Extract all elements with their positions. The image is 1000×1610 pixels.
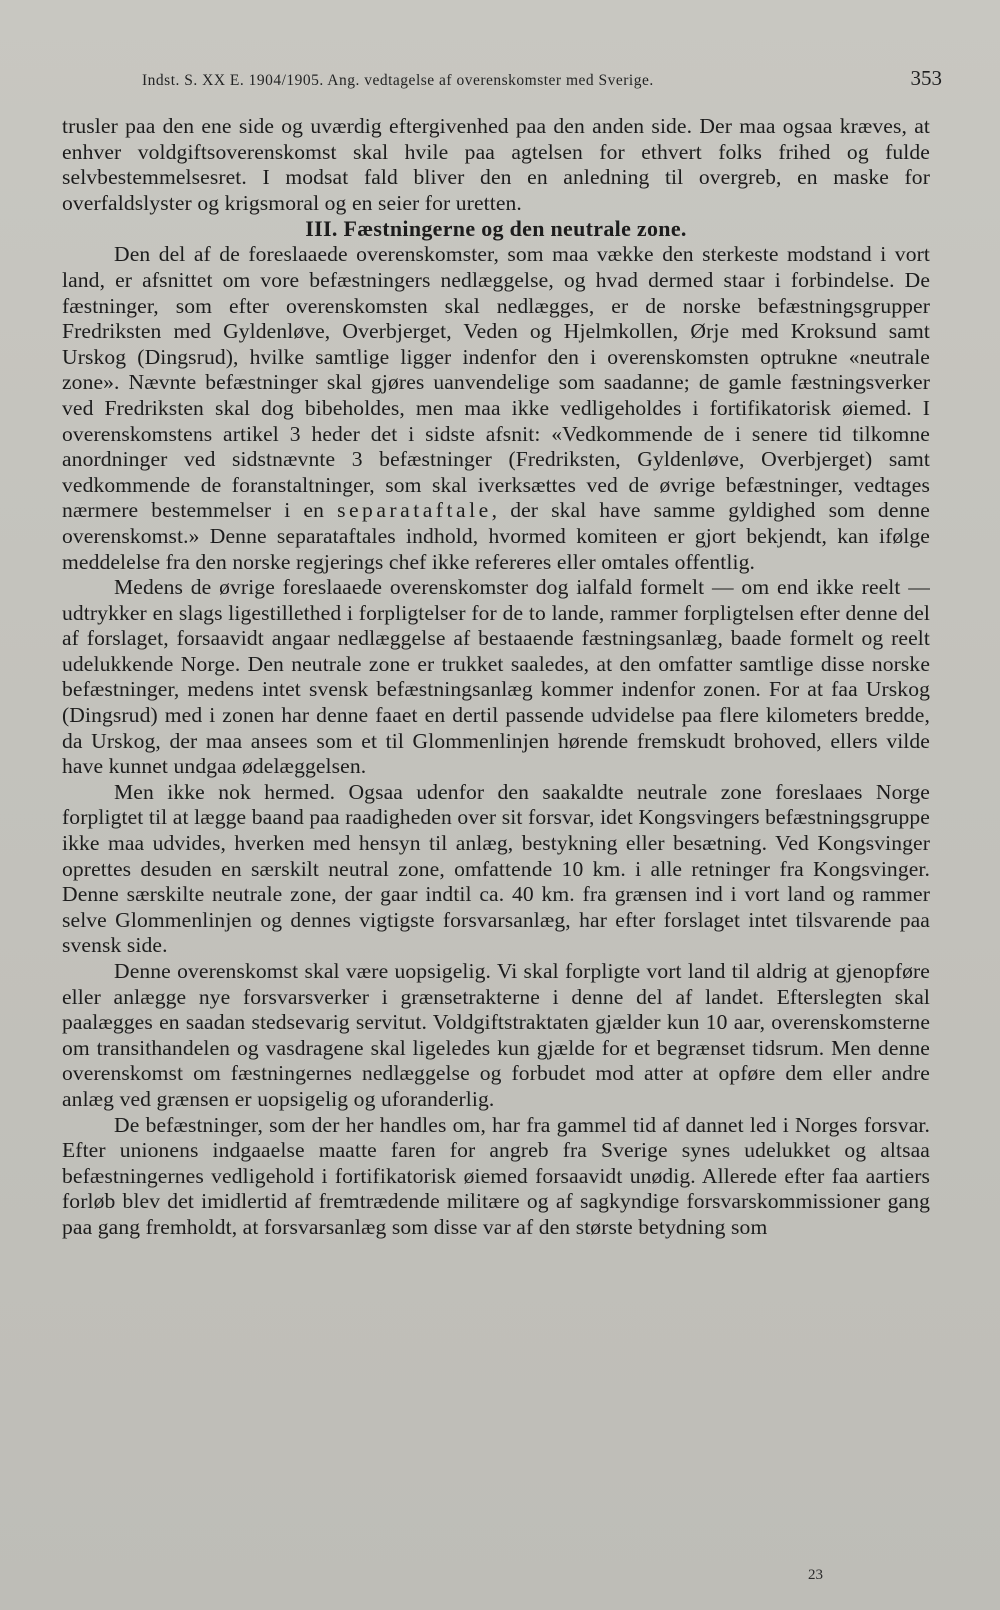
- paragraph-2-text-a: Den del af de foreslaaede overenskomster, som maa vække den sterkeste modstand i vort land, er afsnittet om vore befæstningers nedlæggelse, og hvad dermed staar i forbindelse. De fæstninger, som efter overenskomsten skal nedlægges, er de norske befæstningsgrupper Fredriksten med Gyldenløve, Overbjerget, Veden og Hjelmkollen, Ørje med Kroksund samt Urskog (Dingsrud), hvilke samtlige ligger indenfor den i overenskomsten optrukne «neutrale zone». Nævnte befæstninger skal gjøres uanvendelige som saadanne; de gamle fæstningsverker ved Fredriksten skal dog bibeholdes, men maa ikke vedligeholdes i fortifikatorisk øiemed. I overenskomstens artikel 3 heder det i sidste afsnit: «Vedkommende de i senere tid tilkomne anordninger ved sidstnævnte 3 befæstninger (Fredriksten, Gyldenløve, Overbjerget) samt vedkommende de foranstaltninger, som skal iverksættes ved de øvrige befæstninger, vedtages nærmere bestemmelser i en: [62, 242, 930, 523]
- paragraph-3: Medens de øvrige foreslaaede overenskomster dog ialfald formelt — om end ikke reelt — udtrykker en slags ligestillethed i forpligtelser for de to lande, rammer forpligtelsen efter denne del af forslaget, forsaavidt angaar nedlæggelse af bestaaende fæstningsanlæg, baade formelt og reelt udelukkende Norge. Den neutrale zone er trukket saaledes, at den omfatter samtlige disse norske befæstninger, medens intet svensk befæstningsanlæg kommer indenfor zonen. For at faa Urskog (Dingsrud) med i zonen har denne faaet en dertil passende udvidelse paa flere kilometers bredde, da Urskog, der maa ansees som et til Glommenlinjen hørende fremskudt brohoved, ellers vilde have kunnet undgaa ødelæggelsen.: [62, 575, 930, 779]
- section-heading: III. Fæstningerne og den neutrale zone.: [305, 216, 687, 242]
- running-header: [142, 66, 942, 92]
- spaced-word-separataftale: separataftale: [337, 498, 492, 523]
- signature-mark: 23: [808, 1567, 823, 1583]
- running-title: Indst. S. XX E. 1904/1905. Ang. vedtagelse af overenskomster med Sverige.: [142, 72, 654, 89]
- paragraph-5: Denne overenskomst skal være uopsigelig. Vi skal forpligte vort land til aldrig at gjenopføre eller anlægge nye forsvarsverker i grænsetrakterne i denne del af landet. Efterslegten skal paalægges en saadan stedsevarig servitut. Voldgiftstraktaten gjælder kun 10 aar, overenskomsterne om transithandelen og vasdragene skal ligeledes kun gjælde for et begrænset tidsrum. Men denne overenskomst om fæstningernes nedlæggelse og forbudet mod atter at opføre dem eller andre anlæg ved grænsen er uopsigelig og uforanderlig.: [62, 959, 930, 1111]
- paragraph-1: trusler paa den ene side og uværdig eftergivenhed paa den anden side. Der maa ogsaa kræves, at enhver voldgiftsoverenskomst skal hvile paa agtelsen for ethvert folks frihed og fulde selvbestemmelsesret. I modsat fald bliver den en anledning til overgreb, en maske for overfaldslyster og krigsmoral og en seier for uretten.: [62, 114, 930, 215]
- paragraph-6: De befæstninger, som der her handles om, har fra gammel tid af dannet led i Norges forsvar. Efter unionens indgaaelse maatte faren for angreb fra Sverige synes udelukket og altsaa befæstningernes vedligehold i fortifikatorisk øiemed forsaavidt unødig. Allerede efter faa aartiers forløb blev det imidlertid af fremtrædende militære og af sagkyndige forsvarskommissioner gang paa gang fremholdt, at forsvarsanlæg som disse var af den største betydning som: [62, 1112, 930, 1239]
- paragraph-2: [62, 242, 930, 575]
- paragraph-2-text-b: , der skal have samme gyldighed som denne overenskomst.» Denne separataftales indhold, hvormed komiteen er gjort bekjendt, kan ifølge meddelelse fra den norske regjerings chef ikke refereres eller omtales offentlig.: [62, 498, 930, 574]
- body-text: [62, 114, 930, 1241]
- paragraph-4: Men ikke nok hermed. Ogsaa udenfor den saakaldte neutrale zone foreslaaes Norge forpligtet til at lægge baand paa raadigheden over sit forsvar, idet Kongsvingers befæstningsgruppe ikke maa udvides, hverken med hensyn til anlæg, bestykning eller besætning. Ved Kongsvinger oprettes desuden en særskilt neutral zone, omfattende 10 km. i alle retninger fra Kongsvinger. Denne særskilte neutrale zone, der gaar indtil ca. 40 km. fra grænsen ind i vort land og rammer selve Glommenlinjen og dennes vigtigste forsvarsanlæg, har efter forslaget intet tilsvarende paa svensk side.: [62, 779, 930, 958]
- page-number: 353: [910, 66, 942, 90]
